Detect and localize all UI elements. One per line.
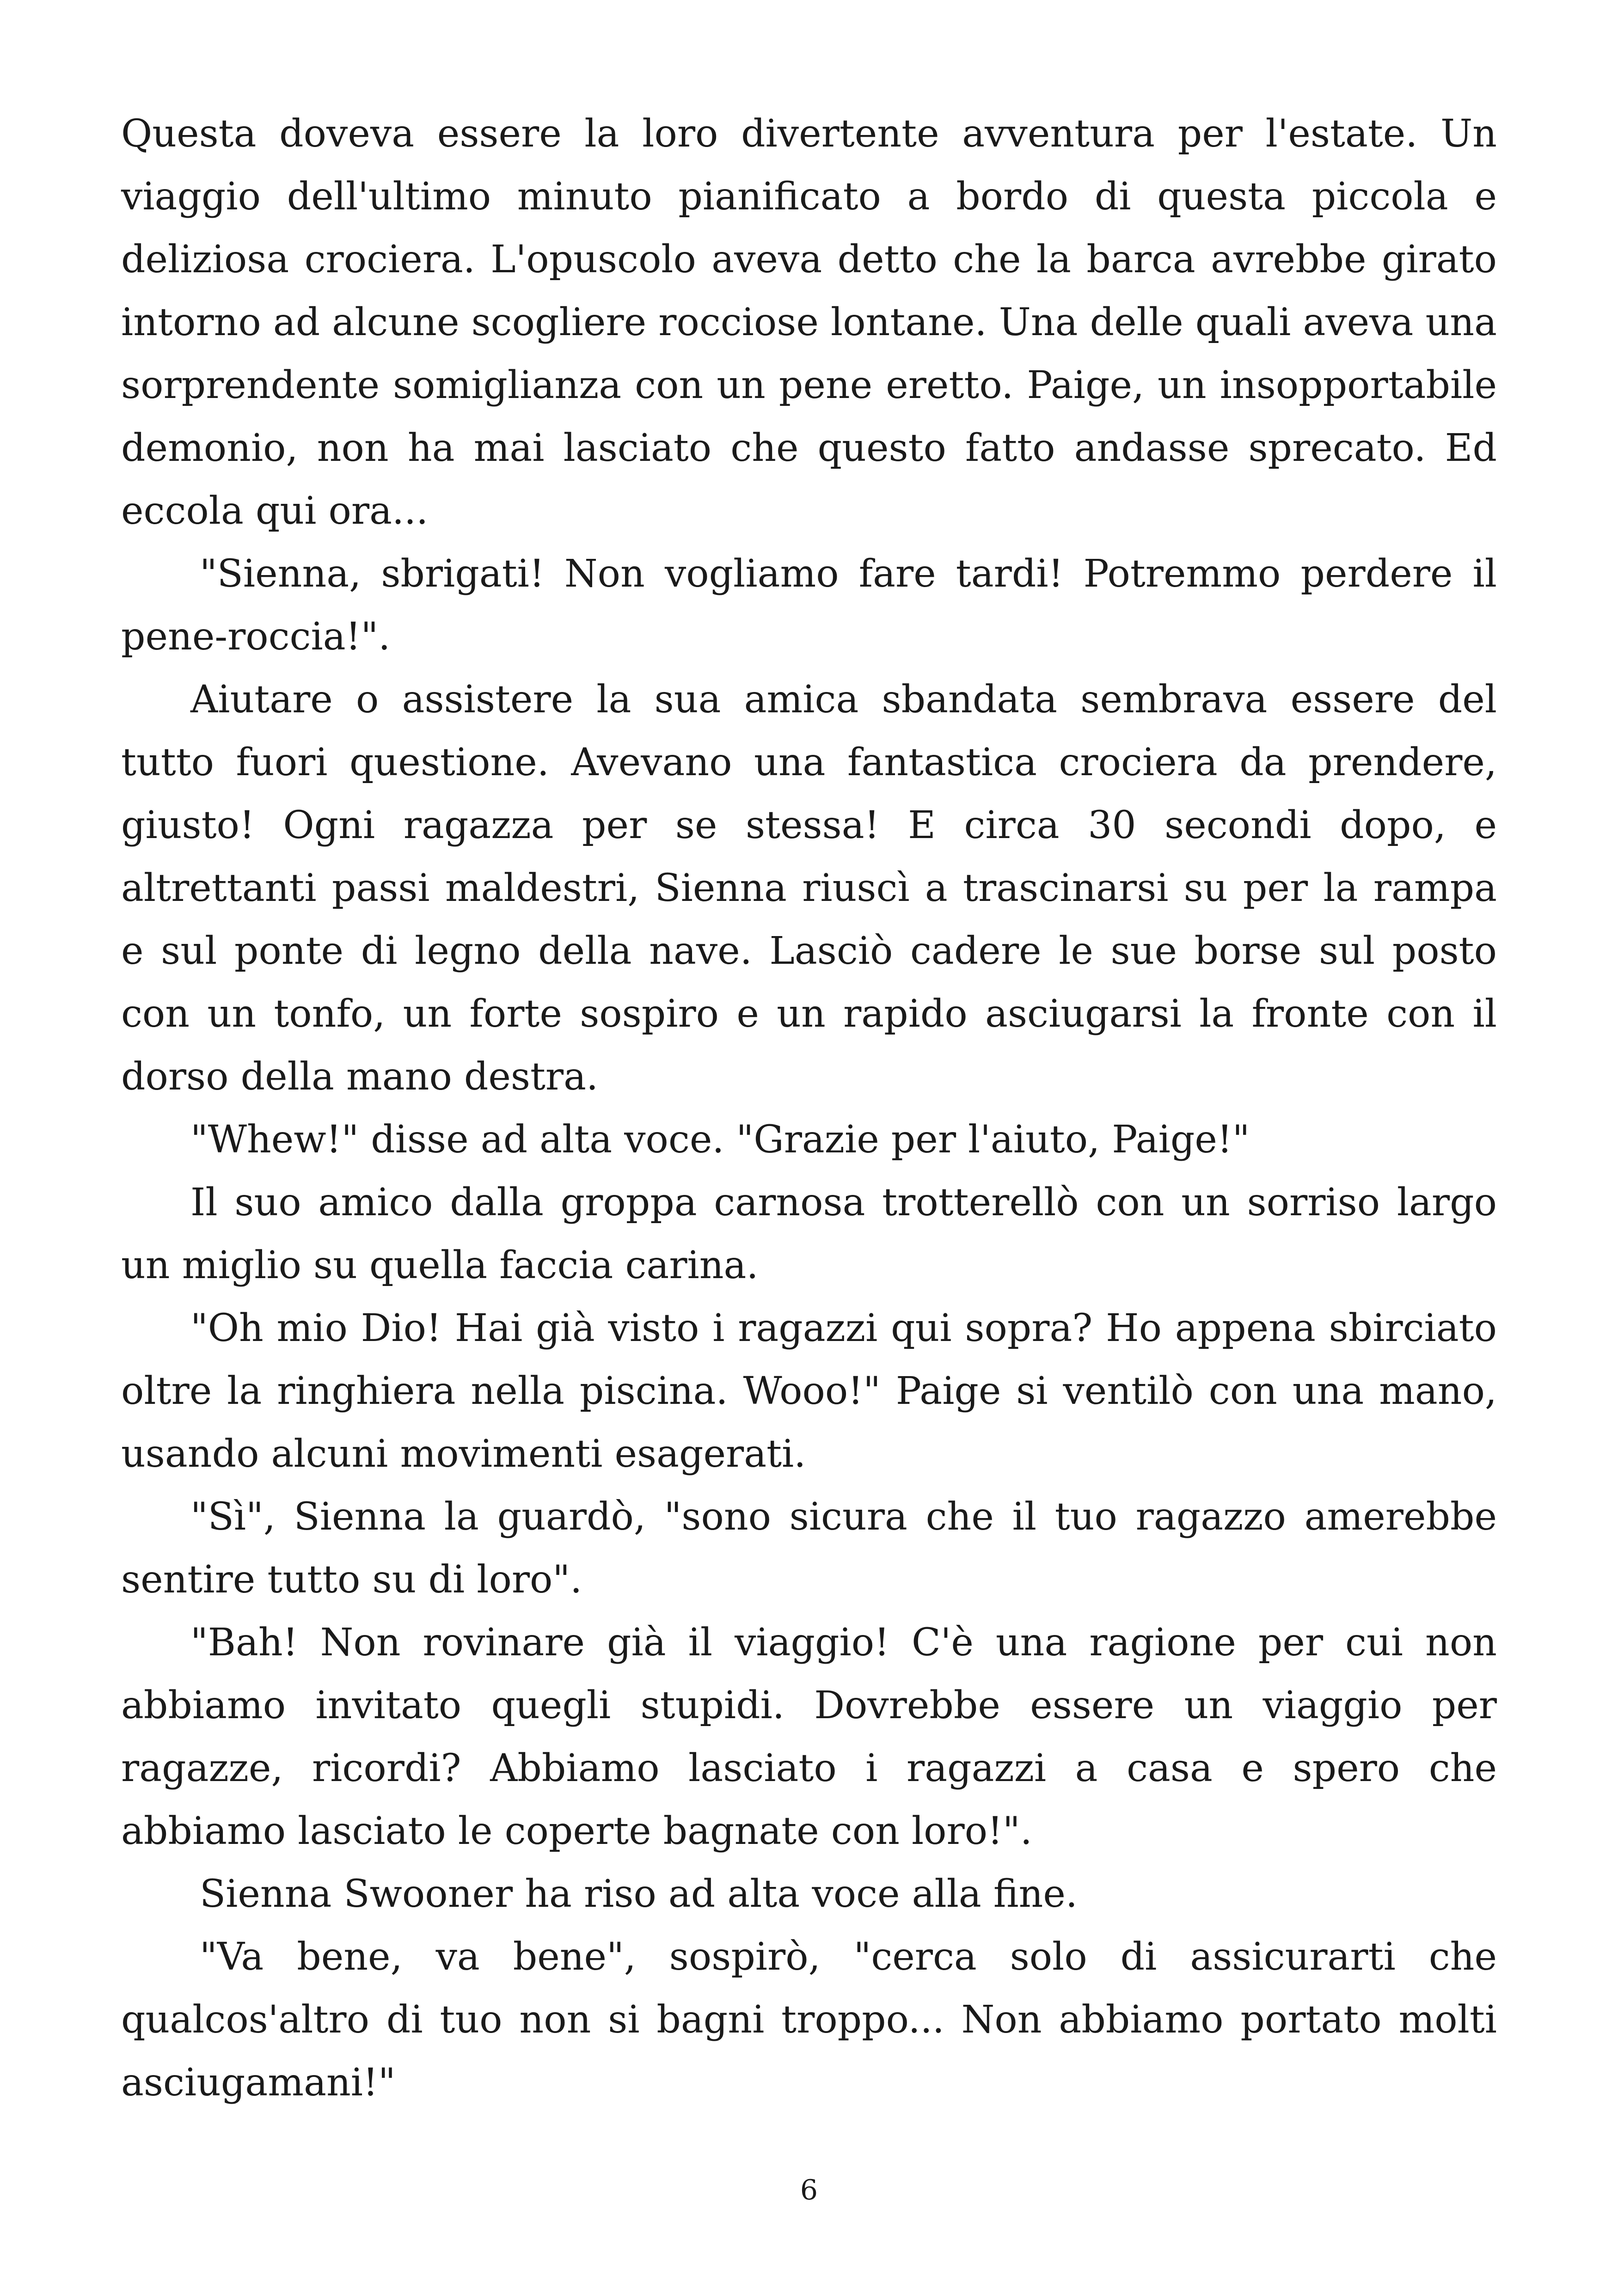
paragraph: "Whew!" disse ad alta voce. "Grazie per l'aiuto, Paige!"	[190, 1118, 1250, 1162]
paragraph: Aiutare o assistere la sua amica sbandata sembrava essere del tutto fuori questione. Avevano una fantastica crociera da prendere, giusto! Ogni ragazza per se stessa! E circa 30 secondi dopo, e altrettanti passi maldestri, Sienna riuscì a trascinarsi su per la rampa e sul ponte di legno della nave. Lasciò cadere le sue borse sul posto con un tonfo, un forte sospiro e un rapido asciugarsi la fronte con il dorso della mano destra.	[121, 678, 1497, 1099]
paragraph: Il suo amico dalla groppa carnosa trotterellò con un sorriso largo un miglio su quella faccia carina.	[121, 1181, 1497, 1287]
paragraph: "Sì", Sienna la guardò, "sono sicura che il tuo ragazzo amerebbe sentire tutto su di loro".	[121, 1495, 1497, 1602]
paragraph: Questa doveva essere la loro divertente avventura per l'estate. Un viaggio dell'ultimo minuto pianificato a bordo di questa piccola e deliziosa crociera. L'opuscolo aveva detto che la barca avrebbe girato intorno ad alcune scogliere rocciose lontane. Una delle quali aveva una sorprendente somiglianza con un pene eretto. Paige, un insopportabile demonio, non ha mai lasciato che questo fatto andasse sprecato. Ed eccola qui ora...	[121, 112, 1497, 533]
paragraph: "Sienna, sbrigati! Non vogliamo fare tardi! Potremmo perdere il pene-roccia!".	[121, 552, 1497, 659]
paragraph: "Oh mio Dio! Hai già visto i ragazzi qui sopra? Ho appena sbirciato oltre la ringhiera nella piscina. Wooo!" Paige si ventilò con una mano, usando alcuni movimenti esagerati.	[121, 1306, 1497, 1476]
page-number: 6	[800, 2174, 818, 2206]
body-text	[121, 103, 1497, 2114]
paragraph: "Va bene, va bene", sospirò, "cerca solo di assicurarti che qualcos'altro di tuo non si bagni troppo... Non abbiamo portato molti asciugamani!"	[121, 1935, 1497, 2105]
paragraph: Sienna Swooner ha riso ad alta voce alla fine.	[200, 1872, 1078, 1916]
paragraph: "Bah! Non rovinare già il viaggio! C'è una ragione per cui non abbiamo invitato quegli stupidi. Dovrebbe essere un viaggio per ragazze, ricordi? Abbiamo lasciato i ragazzi a casa e spero che abbiamo lasciato le coperte bagnate con loro!".	[121, 1621, 1497, 1853]
